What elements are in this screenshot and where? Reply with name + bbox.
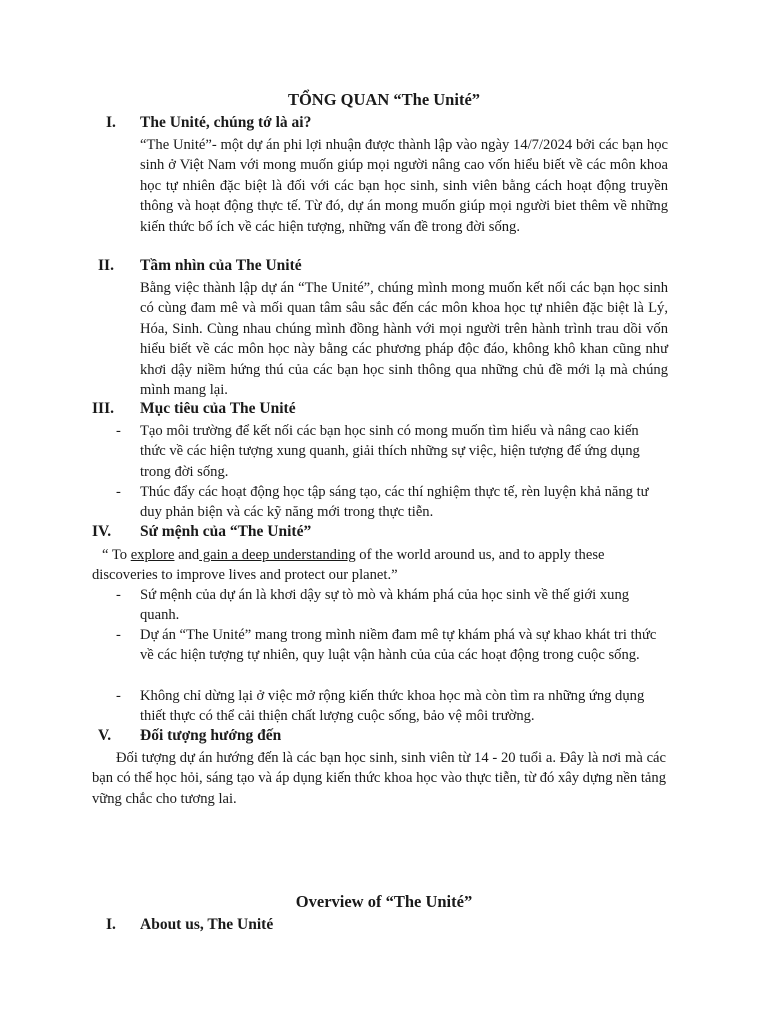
bullet-dash: - [116,587,121,603]
bullet-text: Thúc đẩy các hoạt động học tập sáng tạo, các thí nghiệm thực tế, rèn luyện khả năng tư duy phản biện và các kỹ năng mới trong thực tiễn. [140,484,649,521]
list-item [0,625,768,687]
section-title-3: Mục tiêu của The Unité [140,400,296,417]
bullet-dash: - [116,423,121,439]
section-heading-2 [0,257,768,279]
section-number-3: III. [92,400,114,417]
bullet-text: Không chỉ dừng lại ở việc mở rộng kiến thức khoa học mà còn tìm ra những ứng dụng thiết thực có thể cải thiện chất lượng cuộc sống, bảo vệ môi trường. [140,688,645,725]
list-item [0,482,768,524]
bullet-dash: - [116,627,121,643]
section-heading-4 [0,523,768,545]
section-heading-1 [0,114,768,136]
section-number-5: V. [98,727,112,744]
section-title-4: Sứ mệnh của “The Unité” [140,523,312,540]
section-number-1: I. [106,114,116,131]
section-title-5: Đối tượng hướng đến [140,727,282,744]
bullet-dash: - [116,484,121,500]
mission-quote [92,545,672,586]
bullet-text: Dự án “The Unité” mang trong mình niềm đam mê tự khám phá và sự khao khát tri thức về các hiện tượng tự nhiên, quy luật vận hành của của các hoạt động trong cuộc sống. [140,627,657,664]
list-item [0,686,768,728]
document-title-vi: TỔNG QUAN “The Unité” [287,90,481,109]
quote-part: “ To [102,547,131,563]
quote-part: and [174,547,200,563]
section-body-1: “The Unité”- một dự án phi lợi nhuận được thành lập vào ngày 14/7/2024 bởi các bạn học sinh ở Việt Nam với mong muốn giúp mọi người nâng cao vốn hiểu biết về các môn khoa học tự nhiên đặc biệt là đối với các bạn học sinh, sinh viên bằng cách hoạt động truyền thông và hoạt động thực tế. Từ đó, dự án mong muốn giúp mọi người biet thêm về những kiến thức bổ ích về các hiện tượng, những vấn đề trong đời sống. [140,137,668,235]
section-number-en-1: I. [106,916,116,933]
quote-underlined-understanding: gain a deep understanding [199,547,356,563]
section-heading-5 [0,727,768,749]
section-title-1: The Unité, chúng tớ là ai? [140,114,312,131]
list-item [0,421,768,483]
section-number-2: II. [98,257,114,274]
quote-part: of the world around us, and to apply these discoveries to improve lives and protect our planet.” [92,547,605,584]
section-heading-en-1 [0,916,768,938]
section-body-5: Đối tượng dự án hướng đến là các bạn học sinh, sinh viên từ 14 - 20 tuổi a. Đây là nơi mà các bạn có thể học hỏi, sáng tạo và áp dụng kiến thức khoa học vào thực tiễn, từ đó xây dựng nền tảng vững chắc cho tương lai. [92,750,666,807]
quote-underlined-explore: explore [130,547,175,563]
section-body-2: Bằng việc thành lập dự án “The Unité”, chúng mình mong muốn kết nối các bạn học sinh có cùng đam mê và mối quan tâm sâu sắc đến các môn khoa học tự nhiên đặc biệt là Lý, Hóa, Sinh. Cùng nhau chúng mình đồng hành với mọi người trên hành trình trau dồi vốn hiểu biết về các môn học này bằng các phương pháp độc đáo, không khô khan cũng như khơi dậy niềm hứng thú của các bạn học sinh thông qua những chủ đề mới lạ mà chúng mình mang lại. [140,280,668,399]
bullet-text: Sứ mệnh của dự án là khơi dậy sự tò mò và khám phá của học sinh về thế giới xung quanh. [140,587,630,624]
section-title-en-1: About us, The Unité [140,916,274,933]
section-title-2: Tầm nhìn của The Unité [140,257,302,274]
list-item [0,585,768,627]
document-title-en: Overview of “The Unité” [295,892,473,911]
section-number-4: IV. [92,523,112,540]
section-heading-3 [0,400,768,422]
bullet-dash: - [116,688,121,704]
bullet-text: Tạo môi trường để kết nối các bạn học sinh có mong muốn tìm hiểu và nâng cao kiến thức về các hiện tượng xung quanh, giải thích những sự việc, hiện tượng để ứng dụng trong đời sống. [140,423,640,480]
